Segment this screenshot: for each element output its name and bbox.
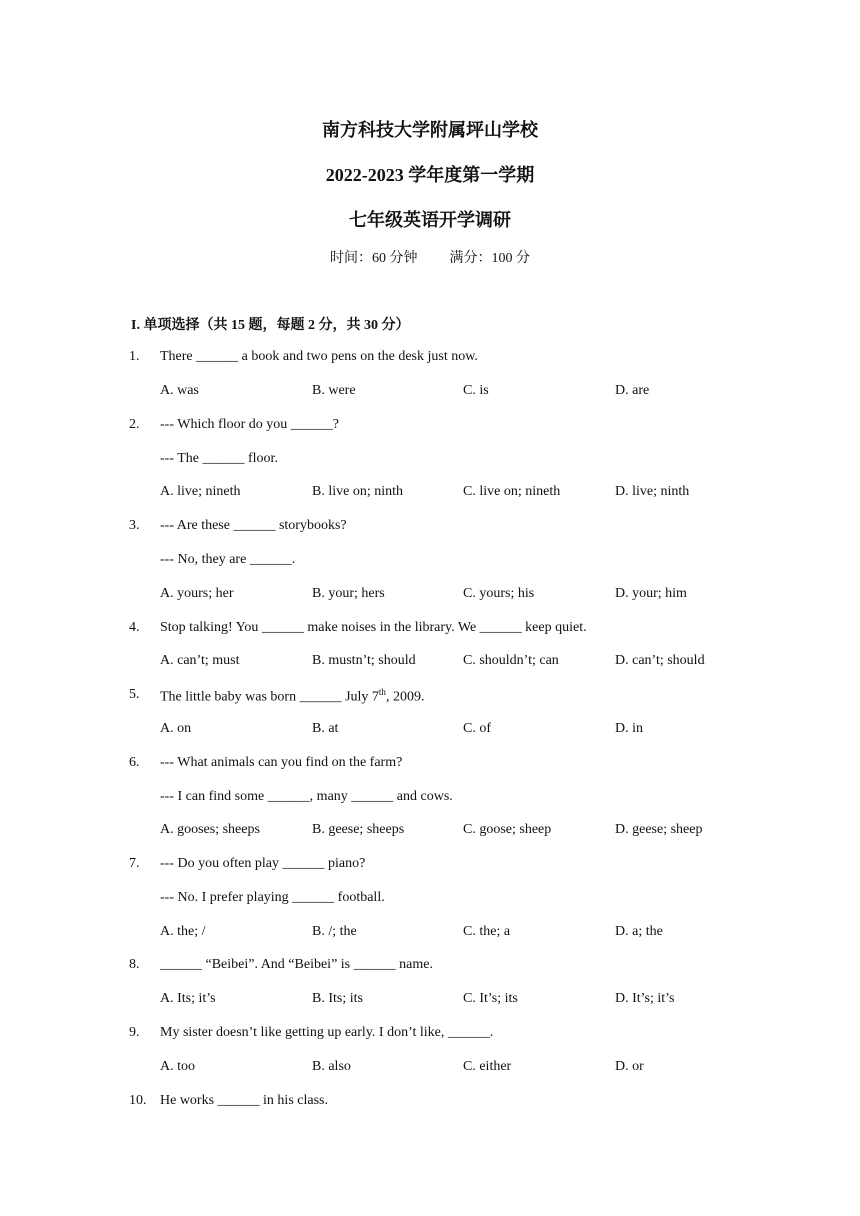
option-b: B. at <box>312 721 339 736</box>
option-a: A. the; / <box>160 924 206 939</box>
option-c: C. yours; his <box>463 586 535 601</box>
option-c: C. the; a <box>463 924 511 939</box>
question-text: --- Are these ______ storybooks? <box>160 518 347 533</box>
question-number: 9. <box>129 1025 140 1040</box>
question-text: --- No, they are ______. <box>160 552 296 567</box>
option-a: A. was <box>160 383 199 398</box>
question-text: --- Do you often play ______ piano? <box>160 856 366 871</box>
option-c: C. of <box>463 721 491 736</box>
option-b: B. your; hers <box>312 586 385 601</box>
question-number: 5. <box>129 687 140 702</box>
option-c: C. either <box>463 1059 512 1074</box>
term-title: 2022-2023 学年度第一学期 <box>325 165 535 185</box>
option-a: A. on <box>160 721 192 736</box>
question-text: --- What animals can you find on the farm? <box>160 755 403 770</box>
question-text: --- Which floor do you ______? <box>160 417 339 432</box>
option-a: A. too <box>160 1059 195 1074</box>
option-b: B. geese; sheeps <box>312 822 405 837</box>
option-b: B. /; the <box>312 924 357 939</box>
option-c: C. live on; nineth <box>463 484 561 499</box>
question-number: 2. <box>129 417 140 432</box>
question-text: ______ “Beibei”. And “Beibei” is ______ name. <box>160 957 433 972</box>
option-d: D. are <box>615 383 650 398</box>
question-number: 7. <box>129 856 140 871</box>
option-d: D. your; him <box>615 586 687 601</box>
option-b: B. were <box>312 383 356 398</box>
school-name: 南方科技大学附属坪山学校 <box>322 120 538 140</box>
ordinal-suffix: th <box>378 687 386 697</box>
question-number: 1. <box>129 349 140 364</box>
question-number: 6. <box>129 755 140 770</box>
option-d: D. It’s; it’s <box>615 991 675 1006</box>
option-d: D. a; the <box>615 924 663 939</box>
question-text <box>160 687 424 706</box>
option-d: D. or <box>615 1059 644 1074</box>
option-c: C. is <box>463 383 489 398</box>
question-text: Stop talking! You ______ make noises in the library. We ______ keep quiet. <box>160 620 587 635</box>
option-a: A. can’t; must <box>160 653 240 668</box>
exam-score: 满分：100 分 <box>449 251 530 266</box>
option-d: D. in <box>615 721 643 736</box>
option-c: C. goose; sheep <box>463 822 552 837</box>
question-text: --- I can find some ______, many ______ and cows. <box>160 789 453 804</box>
question-text: There ______ a book and two pens on the desk just now. <box>160 349 478 364</box>
option-d: D. live; ninth <box>615 484 690 499</box>
question-number: 10. <box>129 1093 147 1108</box>
option-d: D. geese; sheep <box>615 822 703 837</box>
question-text: --- The ______ floor. <box>160 451 278 466</box>
exam-time: 时间：60 分钟 <box>330 251 418 266</box>
option-a: A. Its; it’s <box>160 991 216 1006</box>
option-b: B. mustn’t; should <box>312 653 416 668</box>
option-a: A. yours; her <box>160 586 234 601</box>
option-b: B. also <box>312 1059 351 1074</box>
question-number: 3. <box>129 518 140 533</box>
exam-meta <box>0 247 860 267</box>
question-text: --- No. I prefer playing ______ football. <box>160 890 385 905</box>
question-text: He works ______ in his class. <box>160 1093 328 1108</box>
option-b: B. live on; ninth <box>312 484 403 499</box>
question-number: 4. <box>129 620 140 635</box>
section-title: I. 单项选择（共 15 题，每题 2 分，共 30 分） <box>131 318 410 333</box>
exam-title: 七年级英语开学调研 <box>349 210 511 230</box>
question-text-part: , 2009. <box>385 689 425 705</box>
question-text: My sister doesn’t like getting up early. I don’t like, ______. <box>160 1025 494 1040</box>
option-c: C. shouldn’t; can <box>463 653 559 668</box>
option-a: A. gooses; sheeps <box>160 822 260 837</box>
option-d: D. can’t; should <box>615 653 705 668</box>
option-b: B. Its; its <box>312 991 363 1006</box>
question-number: 8. <box>129 957 140 972</box>
question-text-part: The little baby was born ______ July 7 <box>160 689 379 705</box>
option-c: C. It’s; its <box>463 991 518 1006</box>
option-a: A. live; nineth <box>160 484 241 499</box>
